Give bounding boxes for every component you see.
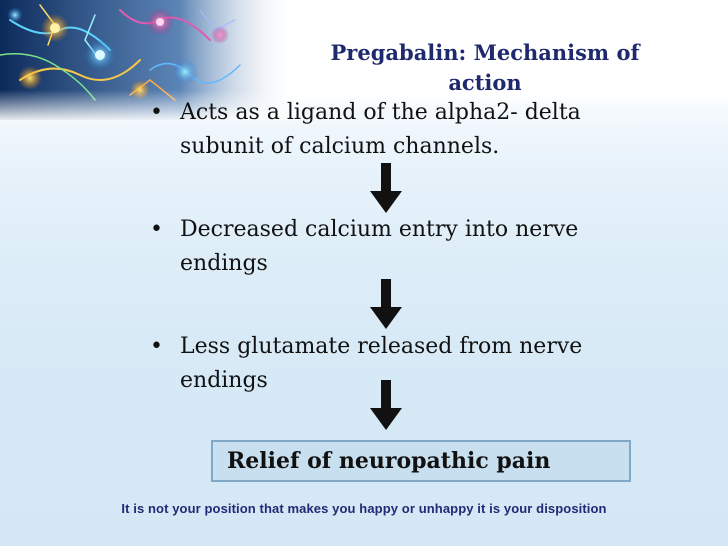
down-arrow-icon: [370, 163, 402, 213]
result-box: Relief of neuropathic pain: [211, 440, 631, 482]
down-arrow-icon: [370, 279, 402, 329]
down-arrow-icon: [370, 380, 402, 430]
bullet-2-line-2: endings: [180, 251, 268, 276]
bullet-item-1: [150, 96, 630, 164]
bullet-1-line-1: Acts as a ligand of the alpha2- delta: [180, 100, 581, 125]
bullet-2-line-1: Decreased calcium entry into nerve: [180, 217, 579, 242]
footer-quote: It is not your position that makes you happy or unhappy it is your disposition: [121, 501, 607, 516]
bullet-3-line-1: Less glutamate released from nerve: [180, 334, 583, 359]
bullet-marker: •: [150, 334, 163, 359]
bullet-1-line-2: subunit of calcium channels.: [180, 134, 500, 159]
bullet-item-2: [150, 213, 630, 281]
slide-title: Pregabalin: Mechanism of action: [330, 40, 640, 95]
bullet-marker: •: [150, 217, 163, 242]
bullet-3-line-2: endings: [180, 368, 268, 393]
bullet-marker: •: [150, 100, 163, 125]
